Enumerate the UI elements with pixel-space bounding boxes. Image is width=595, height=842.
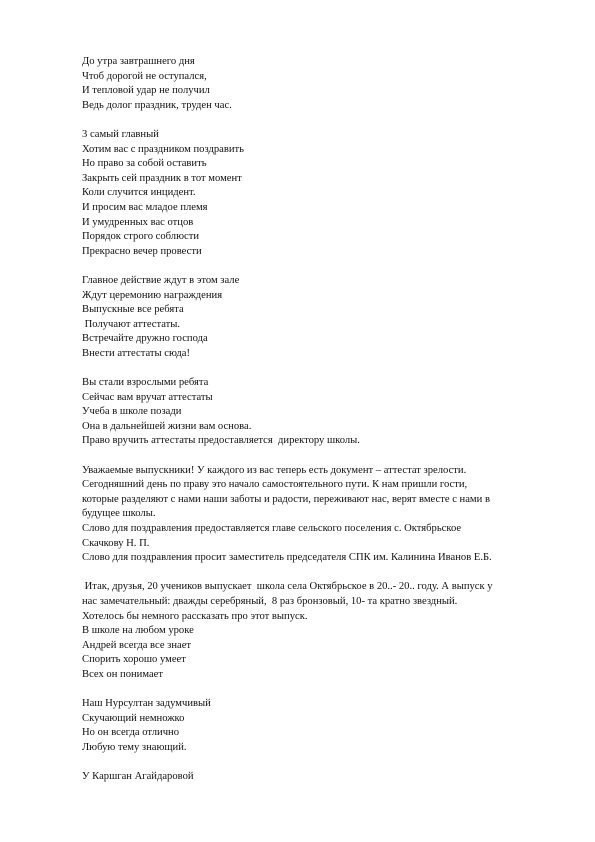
text-line: Итак, друзья, 20 учеников выпускает школа села Октябрьское в 20..- 20.. году. А выпуск у bbox=[82, 581, 493, 593]
text-line: Но он всегда отлично bbox=[82, 727, 180, 739]
text-line: И тепловой удар не получил bbox=[82, 85, 210, 97]
text-line: которые разделяют с нами наши заботы и радости, переживают нас, верят вместе с нами в bbox=[82, 493, 490, 505]
text-line: Ведь долог праздник, труден час. bbox=[82, 99, 232, 111]
text-line: И просим вас младое племя bbox=[82, 201, 208, 213]
text-line: Хотелось бы немного рассказать про этот выпуск. bbox=[82, 610, 308, 622]
text-line: 3 самый главный bbox=[82, 128, 159, 140]
text-line: Но право за собой оставить bbox=[82, 158, 207, 170]
text-line: Встречайте дружно господа bbox=[82, 333, 208, 345]
text-line: Коли случится инцидент. bbox=[82, 187, 196, 199]
text-line: Слово для поздравления предоставляется главе сельского поселения с. Октябрьское bbox=[82, 523, 462, 534]
paragraph bbox=[82, 128, 542, 259]
paragraph bbox=[82, 464, 542, 566]
text-line: Она в дальнейшей жизни вам основа. bbox=[82, 420, 252, 432]
paragraph bbox=[82, 580, 542, 682]
paragraph bbox=[82, 55, 542, 113]
text-line: Скачкову Н. П. bbox=[82, 537, 150, 549]
text-line: Право вручить аттестаты предоставляется директору школы. bbox=[82, 435, 360, 447]
paragraph bbox=[82, 274, 542, 362]
text-line: Наш Нурсултан задумчивый bbox=[82, 698, 211, 710]
text-line: Выпускные все ребята bbox=[82, 304, 184, 316]
text-line: Прекрасно вечер провести bbox=[82, 245, 202, 257]
paragraph bbox=[82, 697, 542, 755]
text-line: Порядок строго соблюсти bbox=[82, 231, 200, 243]
text-line: Андрей всегда все знает bbox=[82, 639, 192, 651]
text-line: нас замечательный: дважды серебряный, 8 раз бронзовый, 10- та кратно звездный. bbox=[82, 595, 458, 607]
paragraph bbox=[82, 770, 542, 785]
text-line: Слово для поздравления просит заместитель председателя СПК им. Калинина Иванов Е.Б. bbox=[82, 552, 492, 564]
text-line: У Каршган Агайдаровой bbox=[82, 771, 194, 783]
text-line: До утра завтрашнего дня bbox=[82, 56, 195, 67]
text-line: Внести аттестаты сюда! bbox=[82, 347, 190, 359]
text-line: Закрыть сей праздник в тот момент bbox=[82, 172, 242, 184]
text-line: будущее школы. bbox=[82, 508, 156, 520]
text-line: Вы стали взрослыми ребята bbox=[82, 377, 209, 389]
text-line: Сегодняшний день по праву это начало самостоятельного пути. К нам пришли гости, bbox=[82, 479, 468, 491]
text-line: Главное действие ждут в этом зале bbox=[82, 274, 240, 286]
text-line: В школе на любом уроке bbox=[82, 625, 194, 637]
text-line: Чтоб дорогой не оступался, bbox=[82, 70, 207, 82]
text-line: И умудренных вас отцов bbox=[82, 216, 194, 228]
text-line: Хотим вас с праздником поздравить bbox=[82, 143, 244, 155]
text-line: Любую тему знающий. bbox=[82, 741, 187, 753]
text-line: Сейчас вам вручат аттестаты bbox=[82, 391, 213, 403]
text-line: Получают аттестаты. bbox=[82, 318, 181, 330]
text-line: Уважаемые выпускники! У каждого из вас теперь есть документ – аттестат зрелости. bbox=[82, 464, 467, 476]
paragraph bbox=[82, 376, 542, 449]
text-line: Учеба в школе позади bbox=[82, 406, 182, 418]
text-line: Спорить хорошо умеет bbox=[82, 654, 186, 666]
document-text bbox=[82, 55, 542, 799]
text-line: Ждут церемонию награждения bbox=[82, 289, 223, 301]
text-line: Всех он понимает bbox=[82, 668, 163, 680]
text-line: Скучающий немножко bbox=[82, 712, 185, 724]
